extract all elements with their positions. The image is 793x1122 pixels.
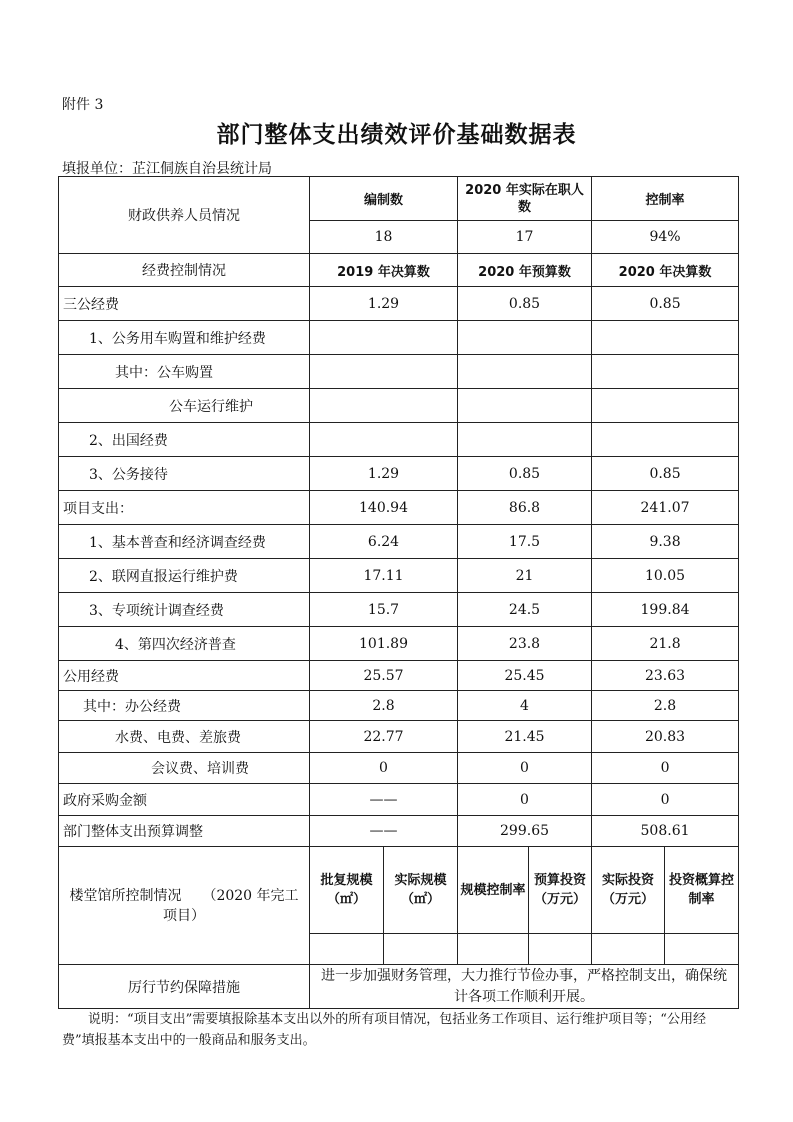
table-row: [59, 389, 739, 423]
row-value-2019: 1.29: [310, 457, 458, 491]
row-value-2020-budget: 86.8: [458, 491, 592, 525]
building-header-row: [59, 847, 739, 934]
measures-row: [59, 965, 739, 1009]
row-value-2019: 101.89: [310, 627, 458, 661]
row-value-2020-budget: 23.8: [458, 627, 592, 661]
row-label: 1、基本普查和经济调查经费: [59, 525, 310, 559]
row-value-2020-budget: 0: [458, 753, 592, 784]
table-row: [59, 457, 739, 491]
row-value-2019: 2.8: [310, 691, 458, 721]
building-value-cell: [665, 934, 739, 965]
row-value-2020-budget: 0.85: [458, 457, 592, 491]
expense-col-2020-final: 2020 年决算数: [592, 254, 739, 287]
row-value-2020-final: [592, 389, 739, 423]
row-label: 4、第四次经济普查: [59, 627, 310, 661]
staff-col-quota: 编制数: [310, 177, 458, 221]
row-value-2020-final: [592, 423, 739, 457]
row-value-2020-budget: 0.85: [458, 287, 592, 321]
row-value-2020-budget: 21.45: [458, 721, 592, 753]
row-value-2020-final: 0.85: [592, 287, 739, 321]
row-value-2020-final: 10.05: [592, 559, 739, 593]
measures-label: 厉行节约保障措施: [59, 965, 310, 1009]
building-approved-scale: 批复规模（㎡）: [310, 847, 384, 934]
expense-header-row: [59, 254, 739, 287]
row-value-2019: 0: [310, 753, 458, 784]
table-row: [59, 784, 739, 816]
row-label: 政府采购金额: [59, 784, 310, 816]
row-value-2020-budget: [458, 321, 592, 355]
table-row: [59, 721, 739, 753]
row-label: 公车运行维护: [59, 389, 310, 423]
row-label: 公用经费: [59, 661, 310, 691]
row-value-2020-final: 2.8: [592, 691, 739, 721]
row-value-2019: 15.7: [310, 593, 458, 627]
row-label: 其中：公车购置: [59, 355, 310, 389]
staff-val-rate: 94%: [592, 221, 739, 254]
row-value-2019: 22.77: [310, 721, 458, 753]
row-label: 2、联网直报运行维护费: [59, 559, 310, 593]
building-budget-investment: 预算投资（万元）: [529, 847, 592, 934]
building-value-cell: [458, 934, 529, 965]
table-row: [59, 559, 739, 593]
row-value-2020-final: 199.84: [592, 593, 739, 627]
row-value-2019: 17.11: [310, 559, 458, 593]
row-value-2020-budget: 25.45: [458, 661, 592, 691]
row-value-2020-budget: 21: [458, 559, 592, 593]
row-value-2019: 25.57: [310, 661, 458, 691]
row-label: 三公经费: [59, 287, 310, 321]
row-value-2020-budget: 24.5: [458, 593, 592, 627]
row-value-2020-final: [592, 355, 739, 389]
row-value-2020-budget: 17.5: [458, 525, 592, 559]
row-label: 1、公务用车购置和维护经费: [59, 321, 310, 355]
row-label: 水费、电费、差旅费: [59, 721, 310, 753]
row-label: 部门整体支出预算调整: [59, 816, 310, 847]
row-value-2019: [310, 423, 458, 457]
table-row: [59, 287, 739, 321]
row-value-2020-final: 508.61: [592, 816, 739, 847]
row-value-2020-final: 0: [592, 753, 739, 784]
table-row: [59, 593, 739, 627]
expense-label: 经费控制情况: [59, 254, 310, 287]
footnote: 说明：“项目支出”需要填报除基本支出以外的所有项目情况，包括业务工作项目、运行维护项目等；“公用经费”填报基本支出中的一般商品和服务支出。: [62, 1012, 706, 1048]
row-value-2020-budget: [458, 423, 592, 457]
row-value-2020-final: 9.38: [592, 525, 739, 559]
table-row: [59, 816, 739, 847]
row-value-2020-final: 241.07: [592, 491, 739, 525]
table-row: [59, 661, 739, 691]
row-value-2019: [310, 355, 458, 389]
row-value-2020-final: [592, 321, 739, 355]
row-value-2020-budget: 299.65: [458, 816, 592, 847]
row-value-2020-budget: 4: [458, 691, 592, 721]
row-value-2019: 6.24: [310, 525, 458, 559]
performance-data-table: [58, 176, 739, 1009]
row-value-2019: [310, 389, 458, 423]
building-value-cell: [529, 934, 592, 965]
row-value-2020-final: 20.83: [592, 721, 739, 753]
building-value-cell: [592, 934, 665, 965]
table-row: [59, 753, 739, 784]
attachment-label: 附件 3: [62, 97, 104, 113]
table-row: [59, 423, 739, 457]
expense-col-2019-final: 2019 年决算数: [310, 254, 458, 287]
row-value-2020-budget: [458, 389, 592, 423]
staff-val-actual: 17: [458, 221, 592, 254]
building-label: 楼堂馆所控制情况 （2020 年完工项目）: [59, 847, 310, 965]
row-label: 其中：办公经费: [59, 691, 310, 721]
row-value-2020-final: 0.85: [592, 457, 739, 491]
building-actual-investment: 实际投资（万元）: [592, 847, 665, 934]
table-row: [59, 321, 739, 355]
building-investment-control-rate: 投资概算控制率: [665, 847, 739, 934]
row-value-2020-final: 23.63: [592, 661, 739, 691]
table-row: [59, 525, 739, 559]
reporting-unit: 填报单位：芷江侗族自治县统计局: [62, 161, 272, 177]
row-label: 3、公务接待: [59, 457, 310, 491]
building-actual-scale: 实际规模（㎡）: [384, 847, 458, 934]
building-value-cell: [384, 934, 458, 965]
row-value-2020-budget: 0: [458, 784, 592, 816]
row-value-2019: 1.29: [310, 287, 458, 321]
row-value-2019: ——: [310, 784, 458, 816]
row-label: 2、出国经费: [59, 423, 310, 457]
table-row: [59, 691, 739, 721]
staff-col-actual: 2020 年实际在职人数: [458, 177, 592, 221]
row-label: 项目支出：: [59, 491, 310, 525]
row-label: 会议费、培训费: [59, 753, 310, 784]
row-value-2020-final: 0: [592, 784, 739, 816]
staff-val-quota: 18: [310, 221, 458, 254]
row-value-2020-budget: [458, 355, 592, 389]
row-label: 3、专项统计调查经费: [59, 593, 310, 627]
row-value-2019: 140.94: [310, 491, 458, 525]
table-row: [59, 627, 739, 661]
row-value-2019: ——: [310, 816, 458, 847]
table-row: [59, 355, 739, 389]
staff-label: 财政供养人员情况: [59, 177, 310, 254]
building-value-cell: [310, 934, 384, 965]
table-row: [59, 491, 739, 525]
row-value-2020-final: 21.8: [592, 627, 739, 661]
measures-text: 进一步加强财务管理，大力推行节俭办事，严格控制支出，确保统计各项工作顺利开展。: [310, 965, 739, 1009]
row-value-2019: [310, 321, 458, 355]
page-title: 部门整体支出绩效评价基础数据表: [216, 122, 577, 148]
staff-col-rate: 控制率: [592, 177, 739, 221]
staff-header-row: [59, 177, 739, 221]
building-scale-control-rate: 规模控制率: [458, 847, 529, 934]
expense-col-2020-budget: 2020 年预算数: [458, 254, 592, 287]
